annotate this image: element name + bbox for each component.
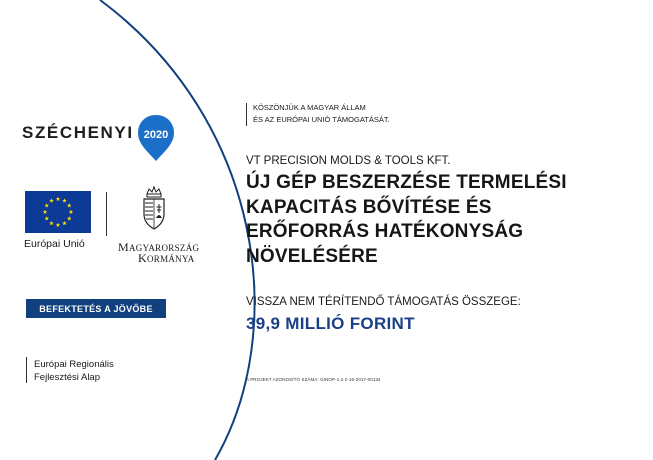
thanks-text: ÉS AZ EURÓPAI UNIÓ TÁMOGATÁSÁT.: [253, 115, 390, 124]
project-title: [246, 171, 646, 269]
eu-flag-icon: [25, 191, 91, 233]
fund-name: Európai Regionális: [34, 359, 114, 370]
support-amount: 39,9 MILLIÓ FORINT: [246, 314, 415, 333]
government-label: KORMÁNYA: [138, 251, 195, 265]
project-title-line: ERŐFORRÁS HATÉKONYSÁG: [246, 221, 524, 242]
support-label: VISSZA NEM TÉRÍTENDŐ TÁMOGATÁS ÖSSZEGE:: [246, 296, 521, 308]
thanks-text: KÖSZÖNJÜK A MAGYAR ÁLLAM: [253, 103, 366, 112]
project-title-line: KAPACITÁS BŐVÍTÉSE ÉS: [246, 196, 492, 218]
divider: [106, 192, 107, 236]
brand-year: 2020: [143, 129, 168, 141]
eu-label: Európai Unió: [24, 238, 85, 250]
szechenyi-2020-logo: [22, 103, 176, 163]
map-pin-icon: [136, 113, 176, 163]
government-label: MAGYARORSZÁG: [118, 240, 200, 254]
divider: [26, 357, 27, 383]
hungarian-coat-of-arms-icon: [141, 186, 167, 230]
project-title-line: NÖVELÉSÉRE: [246, 245, 378, 267]
fund-name: Fejlesztési Alap: [34, 372, 101, 383]
project-id: A PROJEKT AZONOSÍTÓ SZÁMA: GINOP-1.2.2-16-2017-00134: [246, 377, 381, 382]
divider: [246, 103, 247, 126]
brand-name: SZÉCHENYI: [22, 123, 134, 142]
beneficiary-name: VT PRECISION MOLDS & TOOLS KFT.: [246, 155, 451, 167]
invest-in-future-badge: BEFEKTETÉS A JÖVŐBE: [26, 299, 166, 318]
project-title-line: ÚJ GÉP BESZERZÉSE TERMELÉSI: [246, 172, 567, 193]
